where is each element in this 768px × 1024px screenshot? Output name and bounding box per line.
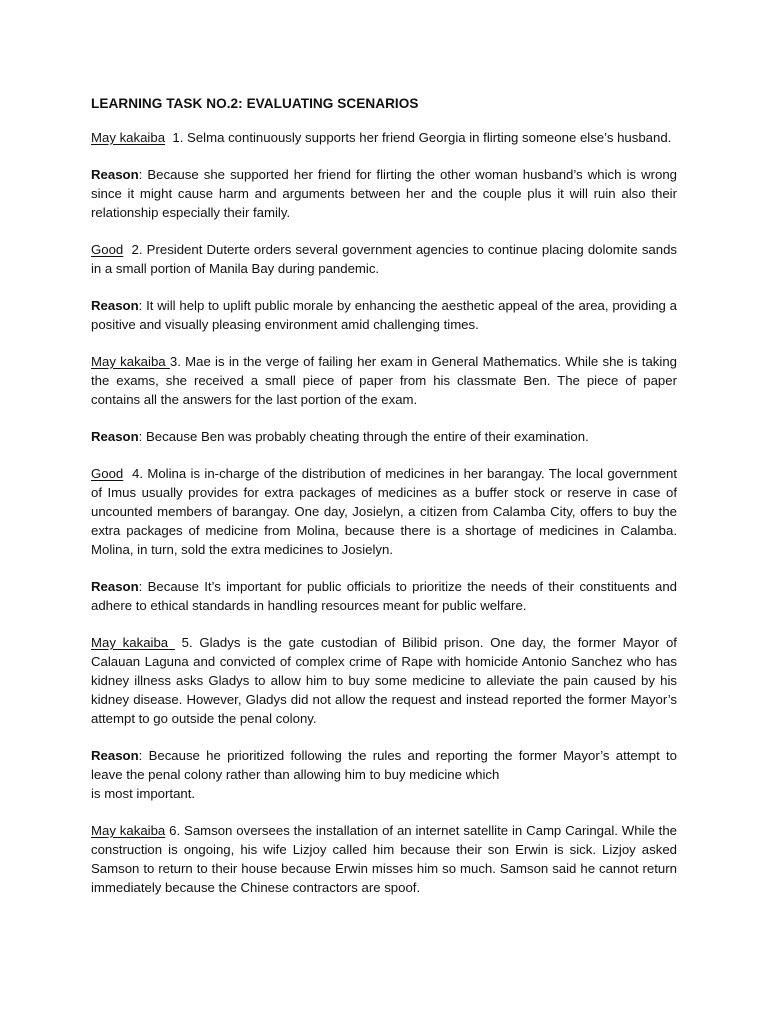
question-3: 3. Mae is in the verge of failing her exam in General Mathematics. While she is taking the exams, she received a small piece of paper from his classmate Ben. The piece of paper contains all the answers for the last portion of the exam. [91,354,677,407]
reason-label-3: Reason [91,429,139,444]
answer-6: May kakaiba [91,823,166,838]
scenario-4 [91,464,677,559]
reason-text-5: : Because he prioritized following the rules and reporting the former Mayor’s attempt to leave the penal colony rather than allowing him to buy medicine which [91,748,677,782]
reason-3 [91,427,677,446]
reason-text-2: : It will help to uplift public morale by enhancing the aesthetic appeal of the area, providing a positive and visually pleasing environment amid challenging times. [91,298,677,332]
question-2: 2. President Duterte orders several government agencies to continue placing dolomite sands in a small portion of Manila Bay during pandemic. [91,242,678,276]
question-5: 5. Gladys is the gate custodian of Bilibid prison. One day, the former Mayor of Calauan Laguna and convicted of complex crime of Rape with homicide Antonio Sanchez who has kidney illness asks Gladys to allow him to buy some medicine to alleviate the pain caused by his kidney disease. However, Gladys did not allow the request and instead reported the former Mayor’s attempt to go outside the penal colony. [91,635,677,726]
page-title: LEARNING TASK NO.2: EVALUATING SCENARIOS [91,96,419,111]
scenario-6 [91,821,677,897]
answer-2: Good [91,242,124,257]
reason-text-5-cont: is most important. [91,786,196,801]
question-4: 4. Molina is in-charge of the distribution of medicines in her barangay. The local government of Imus usually provides for extra packages of medicines as a buffer stock or reserve in case of uncounted members of barangay. One day, Josielyn, a citizen from Calamba City, offers to buy the extra packages of medicine from Molina, because there is a shortage of medicines in Calamba. Molina, in turn, sold the extra medicines to Josielyn. [91,466,677,557]
answer-5: May kakaiba [91,635,169,650]
reason-label-4: Reason [91,579,139,594]
question-6: 6. Samson oversees the installation of an internet satellite in Camp Caringal. While the construction is ongoing, his wife Lizjoy called him because their son Erwin is sick. Lizjoy asked Samson to return to their house because Erwin misses him so much. Samson said he cannot return immediately because the Chinese contractors are spoof. [91,823,677,895]
scenario-1 [91,128,677,147]
reason-text-3: : Because Ben was probably cheating through the entire of their examination. [138,429,589,444]
scenario-5 [91,633,677,728]
reason-label-5: Reason [91,748,139,763]
answer-3: May kakaiba [91,354,166,369]
reason-text-1: : Because she supported her friend for flirting the other woman husband’s which is wrong since it might cause harm and arguments between her and the couple plus it will ruin also their relationship especially their family. [91,167,677,220]
reason-5 [91,746,677,803]
question-1: 1. Selma continuously supports her friend Georgia in flirting someone else’s husband. [172,130,672,145]
scenario-3 [91,352,677,409]
reason-text-4: : Because It’s important for public officials to prioritize the needs of their constituents and adhere to ethical standards in handling resources meant for public welfare. [91,579,677,613]
reason-4 [91,577,677,615]
document-page [91,94,677,915]
scenario-2 [91,240,677,278]
reason-label-1: Reason [91,167,139,182]
reason-2 [91,296,677,334]
answer-4: Good [91,466,124,481]
reason-1 [91,165,677,222]
reason-label-2: Reason [91,298,139,313]
answer-1: May kakaiba [91,130,166,145]
